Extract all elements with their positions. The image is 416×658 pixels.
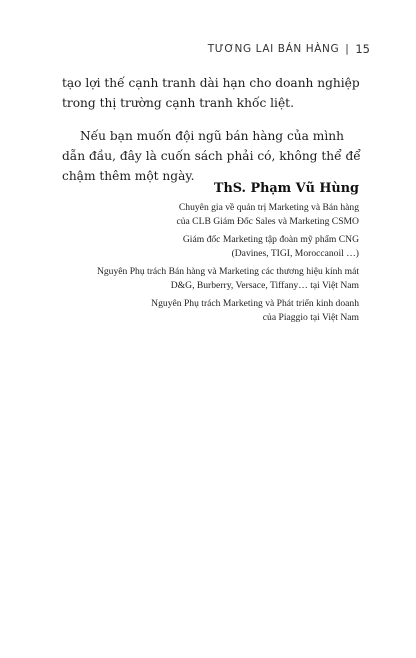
credential-line: của Piaggio tại Việt Nam bbox=[262, 311, 359, 323]
credential-line: Chuyên gia về quản trị Marketing và Bán hàng bbox=[178, 202, 359, 213]
credential-line: Giám đốc Marketing tập đoàn mỹ phẩm CNG bbox=[182, 234, 359, 245]
paragraph-recommendation: Nếu bạn muốn đội ngũ bán hàng của mình dẫn đầu, đây là cuốn sách phải có, không thể để chậm thêm một ngày. bbox=[62, 129, 361, 183]
author-credentials bbox=[39, 201, 359, 329]
running-title: TƯƠNG LAI BÁN HÀNG bbox=[207, 43, 340, 55]
credential-item bbox=[39, 265, 359, 292]
running-header bbox=[208, 42, 370, 56]
header-separator: | bbox=[345, 43, 350, 55]
author-name: ThS. Phạm Vũ Hùng bbox=[213, 181, 359, 196]
credential-item bbox=[39, 233, 359, 260]
credential-line: của CLB Giám Đốc Sales và Marketing CSMO bbox=[176, 215, 359, 227]
credential-item bbox=[39, 201, 359, 228]
credential-line: (Davines, TIGI, Moroccanoil …) bbox=[231, 247, 359, 259]
credential-line: Nguyên Phụ trách Marketing và Phát triển kinh doanh bbox=[151, 298, 359, 309]
paragraph-continuation: tạo lợi thế cạnh tranh dài hạn cho doanh nghiệp trong thị trường cạnh tranh khốc liệt. bbox=[62, 76, 360, 110]
page-number: 15 bbox=[355, 42, 370, 56]
credential-line: Nguyên Phụ trách Bán hàng và Marketing các thương hiệu kính mát bbox=[96, 266, 359, 277]
credential-item bbox=[39, 297, 359, 324]
credential-line: D&G, Burberry, Versace, Tiffany… tại Việt Nam bbox=[170, 279, 359, 291]
